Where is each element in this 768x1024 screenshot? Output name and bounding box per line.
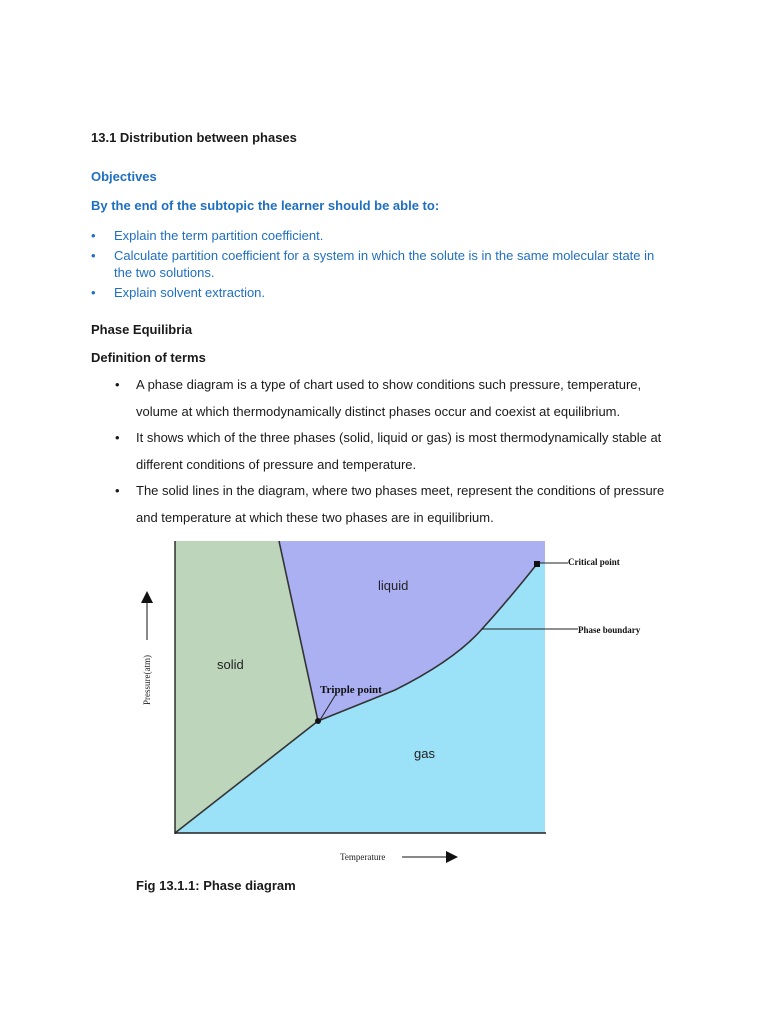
definition-item: • The solid lines in the diagram, where two phases meet, represent the conditions of pressure and temperature at which these two phases are in equilibrium. — [115, 478, 685, 531]
objectives-intro: By the end of the subtopic the learner should be able to: — [91, 198, 440, 213]
gas-label: gas — [414, 746, 435, 761]
objective-item: • Explain solvent extraction. — [91, 285, 266, 300]
critical-point-marker — [534, 561, 540, 567]
bullet-icon: • — [115, 430, 120, 445]
phase-boundary-label: Phase boundary — [578, 625, 641, 635]
definition-item: • It shows which of the three phases (solid, liquid or gas) is most thermodynamically stable at different conditions of pressure and temperature. — [115, 425, 685, 478]
x-axis-label: Temperature — [340, 852, 386, 862]
bullet-icon: • — [115, 377, 120, 392]
x-arrow-icon — [446, 851, 458, 863]
bullet-icon: • — [91, 228, 96, 243]
liquid-label: liquid — [378, 578, 409, 593]
phase-equilibria-heading: Phase Equilibria — [91, 322, 193, 337]
y-arrow-icon — [141, 591, 153, 603]
solid-label: solid — [217, 657, 244, 672]
critical-point-label: Critical point — [568, 557, 620, 567]
triple-point-label: Tripple point — [320, 684, 382, 696]
definition-heading: Definition of terms — [91, 350, 206, 365]
objective-item: • Calculate partition coefficient for a system in which the solute is in the same molecular state in the two solutions. — [91, 248, 655, 280]
definition-item: • A phase diagram is a type of chart used to show conditions such pressure, temperature, volume at which thermodynamically distinct phases occur and coexist at equilibrium. — [115, 372, 685, 425]
objectives-heading: Objectives — [91, 169, 157, 184]
section-title: 13.1 Distribution between phases — [91, 130, 297, 145]
y-axis-label: Pressure(atm) — [142, 655, 152, 705]
bullet-icon: • — [91, 248, 96, 263]
objective-item: • Explain the term partition coefficient. — [91, 228, 324, 243]
figure-caption: Fig 13.1.1: Phase diagram — [136, 878, 296, 893]
bullet-icon: • — [115, 483, 120, 498]
bullet-icon: • — [91, 285, 96, 300]
